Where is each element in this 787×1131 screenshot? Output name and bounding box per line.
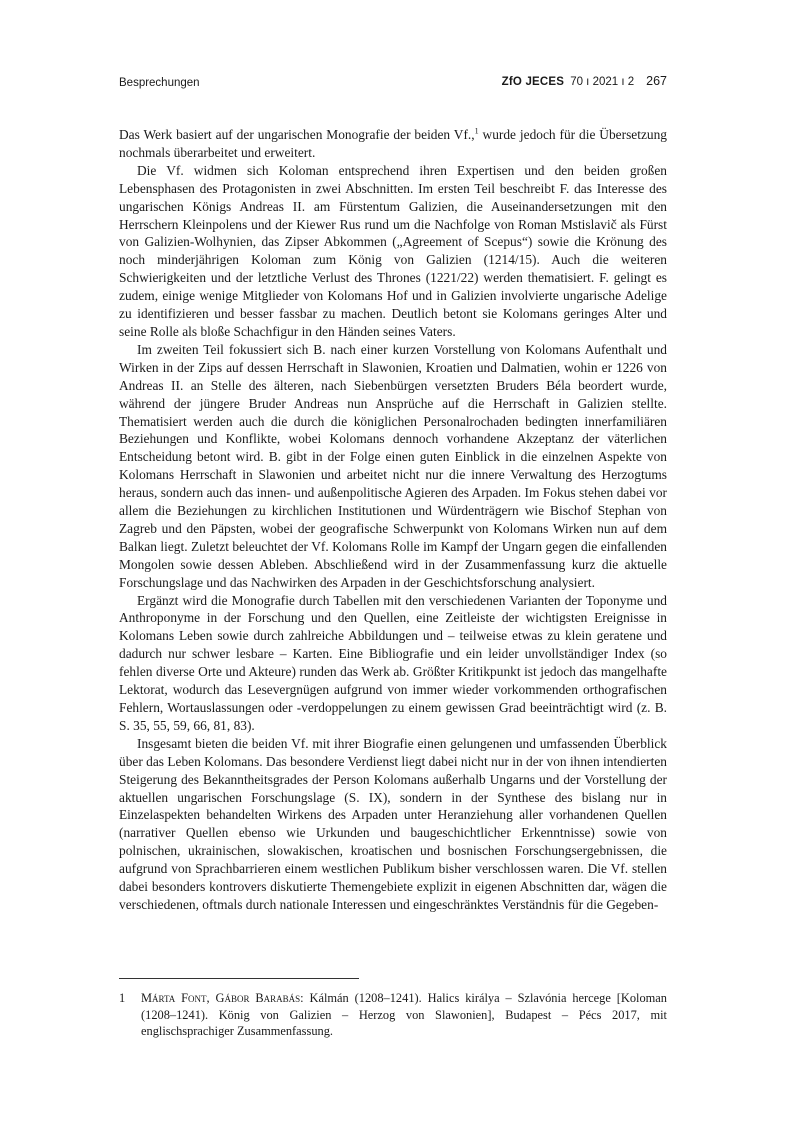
footnote-divider [119, 978, 359, 979]
page-header [119, 74, 667, 94]
review-body [119, 126, 667, 914]
paragraph-2: Die Vf. widmen sich Koloman entsprechend ihren Expertisen und den beiden großen Lebensphasen des Protagonisten in zwei Abschnitten. Im ersten Teil beschreibt F. das Interesse des ungarischen Königs Andreas II. am Fürstentum Galizien, die Auseinandersetzungen mit den Herrschern Kleinpolens und der Kiewer Rus rund um die Nachfolge von Roman Mstislavič als Fürst von Galizien-Wolhynien, das Zipser Abkommen („Agreement of Scepus“) sowie die Krönung des noch minderjährigen Koloman zum König von Galizien (1214/15). Auch die weiteren Schwierigkeiten und der letztliche Verlust des Thrones (1221/22) werden thematisiert. F. gelingt es zudem, einige wenige Mitglieder von Kolomans Hof und in Galizien involvierte ungarische Adelige zu identifizieren und besser fassbar zu machen. Deutlich betont sie Kolomans geringes Alter und seine Rolle als bloße Schachfigur in den Händen seines Vaters. [119, 162, 667, 339]
paragraph-4: Ergänzt wird die Monografie durch Tabellen mit den verschiedenen Varianten der Toponyme und Anthroponyme in der Forschung und den Quellen, eine Zeitleiste der wichtigsten Ereignisse in Kolomans Leben sowie durch zahlreiche Abbildungen und – teilweise etwas zu klein geratene und dadurch nur schwer lesbare – Karten. Eine Bibliografie und ein leider unvollständiger Index (so fehlen diverse Orte und Akteure) runden das Werk ab. Größter Kritikpunkt ist jedoch das mangelhafte Lektorat, wodurch das Lesevergnügen aufgrund von immer wieder vorkommenden orthografischen Fehlern, Wortauslassungen oder -verdoppelungen zu einem gewissen Grad beeinträchtigt wird (z. B. S. 35, 55, 59, 66, 81, 83). [119, 592, 667, 733]
page-number: 267 [646, 74, 667, 88]
journal-issue: 70 ı 2021 ı 2 [570, 76, 635, 88]
footnote-number: 1 [119, 991, 126, 1005]
footnote-citation: : Kálmán (1208–1241). Halics királya – Szlavónia hercege [Koloman (1208–1241). König von Galizien – Herzog von Slawonien], Budapest – Pécs 2017, mit englischsprachiger Zusammenfassung. [141, 991, 668, 1039]
section-title: Besprechungen [119, 77, 200, 89]
footnote-text [141, 990, 667, 1040]
footnote-authors: Márta Font, Gábor Barabás [141, 991, 301, 1005]
paragraph-3: Im zweiten Teil fokussiert sich B. nach einer kurzen Vorstellung von Kolomans Aufenthalt und Wirken in der Zips auf dessen Herrschaft in Slawonien, Kroatien und Dalmatien, wohin er 1226 von Andreas II. an Stelle des älteren, nach Siebenbürgen versetzten Bruders Béla beordert wurde, während der jüngere Bruder Andreas nun Ansprüche auf die Herrschaft in Galizien stellte. Thematisiert werden auch die durch die königlichen Personalrochaden bedingten innerfamiliären Beziehungen und Konflikte, wobei Kolomans dennoch vorhandene Akzeptanz der väterlichen Entscheidung betont wird. B. gibt in der Folge einen guten Einblick in die einzelnen Aspekte von Kolomans Herrschaft in Slawonien und arbeitet nicht nur die innere Verwaltung des Herzogtums heraus, sondern auch das innen- und außenpolitische Agieren des Arpaden. Im Fokus stehen dabei vor allem die Beziehungen zu kirchlichen Institutionen und Würdenträgern wie Bischof Stephan von Zagreb und den Päpsten, wobei der geografische Schwerpunkt von Kolomans Wirken nun auf dem Balkan liegt. Zuletzt beleuchtet der Vf. Kolomans Rolle im Kampf der Ungarn gegen die einfallenden Mongolen sowie dessen Ableben. Abschließend wird in der Zusammenfassung kurz die aktuelle Forschungslage und das Nachwirken des Arpaden in der Geschichtsforschung analysiert. [119, 341, 667, 590]
paragraph-1 [119, 126, 667, 162]
paragraph-1-text-b: wurde jedoch für die Übersetzung nochmals überarbeitet und erweitert. [119, 127, 667, 160]
journal-name: ZfO JECES [501, 76, 565, 88]
journal-info [502, 74, 667, 88]
footnote [119, 990, 667, 1040]
footnote-reference: 1 [474, 126, 479, 136]
paragraph-1-text-a: Das Werk basiert auf der ungarischen Monografie der beiden Vf., [119, 127, 475, 142]
paragraph-5: Insgesamt bieten die beiden Vf. mit ihrer Biografie einen gelungenen und umfassenden Überblick über das Leben Kolomans. Das besondere Verdienst liegt dabei nicht nur in der von ihnen intendierten Steigerung des Bekanntheitsgrades der Person Kolomans außerhalb Ungarns und der Vorstellung der aktuellen ungarischen Forschungslage (S. IX), sondern in der Synthese des bislang nur in Einzelaspekten behandelten Wirkens des Arpaden unter Heranziehung aller vorhandenen Quellen (narrativer Quellen ebenso wie Urkunden und baugeschichtlicher Erkenntnisse) sowie von polnischen, ukrainischen, slowakischen, kroatischen und bosnischen Forschungsergebnissen, die aufgrund von Sprachbarrieren einem westlichen Publikum bisher verschlossen waren. Die Vf. stellen dabei besonders kontrovers diskutierte Themengebiete explizit in eigenen Abschnitten dar, wägen die verschiedenen, oftmals durch nationale Interessen und eingeschränktes Verständnis für die Gegeben- [119, 735, 667, 912]
